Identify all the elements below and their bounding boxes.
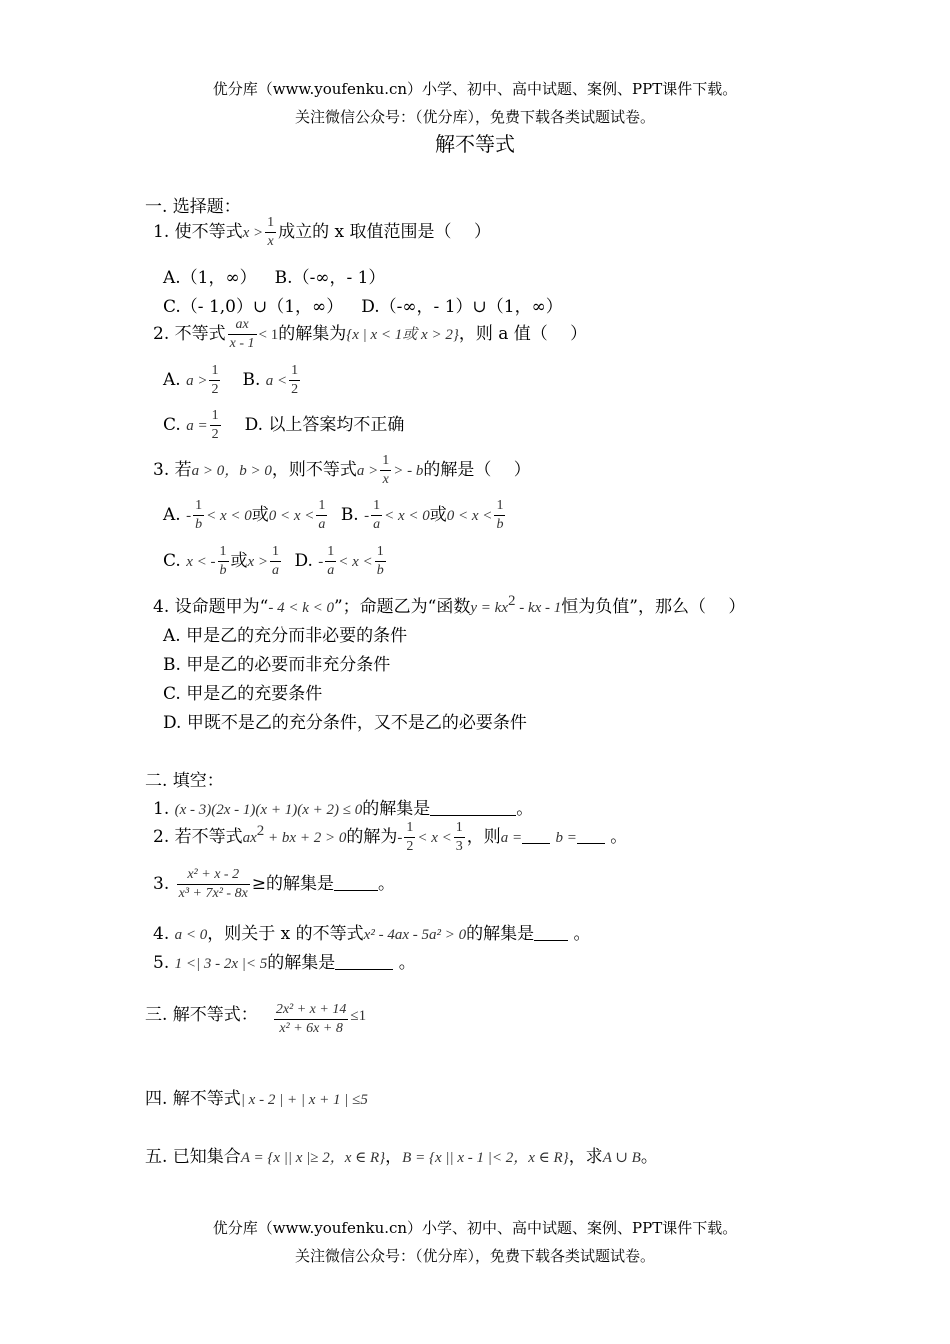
q1-options-ab: A.（1，∞） B.（-∞，- 1） <box>163 268 386 288</box>
section-1-heading: 一. 选择题： <box>145 197 241 217</box>
section-5: 五. 已知集合A = {x || x |≥ 2，x ∈ R}，B = {x || x - 1 |< 2，x ∈ R}，求A ∪ B。 <box>145 1147 658 1167</box>
footer-line-2: 关注微信公众号：（优分库），免费下载各类试题试卷。 <box>294 1247 655 1265</box>
fill-3: 3. $\frac{\text{x² + x - 2}}{\text{x³ + 7x² - 8x}}$ ≥的解集是 。 <box>153 867 396 901</box>
section-3: 三. 解不等式： $\frac{\text{2x² + x + 14}}{\text{x² + 6x + 8}}$ ≤1 <box>145 1002 367 1036</box>
page-title: 解不等式 <box>435 132 515 156</box>
answer-blank <box>577 827 605 844</box>
answer-blank <box>335 953 393 970</box>
fraction: $\frac{ax}{x - 1}$ <box>229 317 255 351</box>
question-3: 3. 若a > 0，b > 0，则不等式a > $\frac{1}{x}$ > - b的解是（ ） <box>153 453 531 487</box>
fraction: $\frac{1}{x}$ <box>267 215 275 249</box>
q3-options-cd: C. x < - $\frac{1}{b}$ 或x > $\frac{1}{a}$ D. - $\frac{1}{a}$ < x < $\frac{1}{b}$ <box>163 544 384 578</box>
fill-4: 4. a < 0，则关于 x 的不等式x² - 4ax - 5a² > 0的解集是 。 <box>153 924 591 944</box>
q1-options-cd: C.（- 1,0）∪（1，∞） D.（-∞，- 1）∪（1，∞） <box>163 297 563 317</box>
section-2-heading: 二. 填空： <box>145 771 224 791</box>
q4-option-a: A. 甲是乙的充分而非必要的条件 <box>163 626 408 646</box>
q4-option-b: B. 甲是乙的必要而非充分条件 <box>163 655 391 675</box>
question-1: 1. 使不等式x > $\frac{1}{x}$ 成立的 x 取值范围是（ ） <box>153 215 491 249</box>
question-2: 2. 不等式 $\frac{ax}{x - 1}$ < 1的解集为{x | x < 1或 x > 2}，则 a 值（ ） <box>153 317 588 351</box>
fill-2: 2. 若不等式$ax^2$ + bx + 2 > 0的解为- $\frac{1}{2}$ < x < $\frac{1}{3}$ ，则a = b = 。 <box>153 820 628 854</box>
answer-blank <box>534 924 568 941</box>
q2-options-cd: C. a = $\frac{1}{2}$ D. 以上答案均不正确 <box>163 408 405 442</box>
section-4: 四. 解不等式| x - 2 | + | x + 1 | ≤5 <box>145 1089 368 1109</box>
header-line-1: 优分库（www.youfenku.cn）小学、初中、高中试题、案例、PPT课件下载。 <box>212 80 738 98</box>
footer-line-1: 优分库（www.youfenku.cn）小学、初中、高中试题、案例、PPT课件下载。 <box>212 1219 738 1237</box>
fill-1: 1. (x - 3)(2x - 1)(x + 1)(x + 2) ≤ 0的解集是 。 <box>153 799 534 819</box>
fill-5: 5. 1 <| 3 - 2x |< 5的解集是 。 <box>153 953 416 973</box>
q2-options-ab: A. a > $\frac{1}{2}$ B. a < $\frac{1}{2}$ <box>163 363 299 397</box>
header-line-2: 关注微信公众号：（优分库），免费下载各类试题试卷。 <box>294 108 655 126</box>
answer-blank <box>334 874 378 891</box>
question-4: 4. 设命题甲为“- 4 < k < 0”；命题乙为“函数$y = kx^2$ - kx - 1恒为负值”，那么（ ） <box>153 593 746 617</box>
q3-options-ab: A. - $\frac{1}{b}$ < x < 0或0 < x < $\frac{1}{a}$ B. - $\frac{1}{a}$ < x < 0或0 < x < $\frac{1}{b}$ <box>163 498 504 532</box>
answer-blank <box>430 799 516 816</box>
q4-option-c: C. 甲是乙的充要条件 <box>163 684 323 704</box>
answer-blank <box>522 827 550 844</box>
q4-option-d: D. 甲既不是乙的充分条件，又不是乙的必要条件 <box>163 713 527 733</box>
